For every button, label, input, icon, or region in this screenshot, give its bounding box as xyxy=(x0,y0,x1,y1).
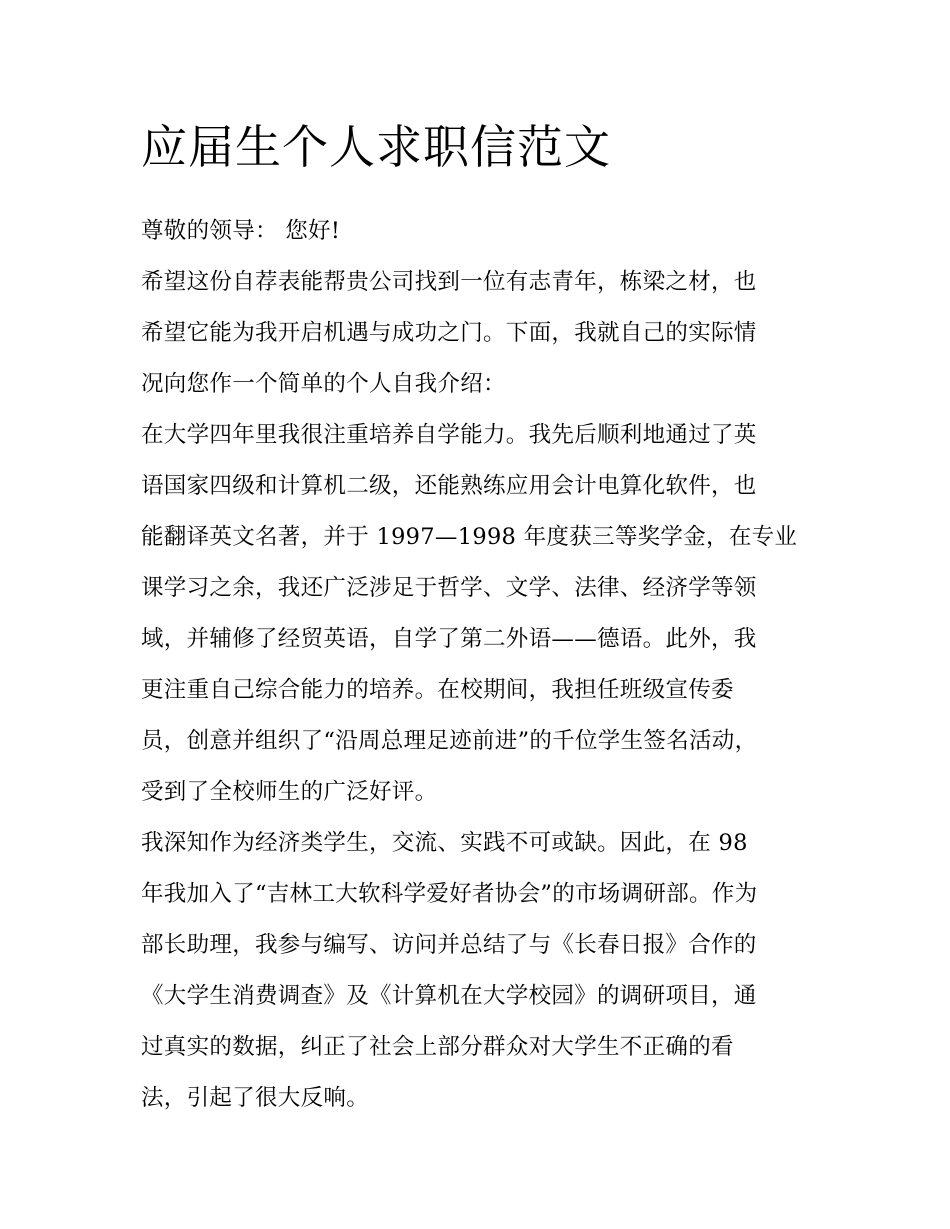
paragraph-study xyxy=(141,410,813,818)
paragraph-line: 域，并辅修了经贸英语，自学了第二外语——德语。此外，我 xyxy=(141,626,757,652)
paragraph-line: 在大学四年里我很注重培养自学能力。我先后顺利地通过了英 xyxy=(141,422,757,448)
paragraph-line: 希望这份自荐表能帮贵公司找到一位有志青年，栋梁之材，也 xyxy=(141,269,757,295)
paragraph-line: 《大学生消费调查》及《计算机在大学校园》的调研项目，通 xyxy=(141,983,757,1009)
paragraph-line: 受到了全校师生的广泛好评。 xyxy=(141,779,438,805)
paragraph-line: 法，引起了很大反响。 xyxy=(141,1085,370,1111)
paragraph-line: 语国家四级和计算机二级，还能熟练应用会计电算化软件，也 xyxy=(141,473,757,499)
paragraph-line: 能翻译英文名著，并于 1997—1998 年度获三等奖学金，在专业 xyxy=(141,524,798,550)
paragraph-line: 部长助理，我参与编写、访问并总结了与《长春日报》合作的 xyxy=(141,932,757,958)
paragraph-line: 年我加入了“吉林工大软科学爱好者协会”的市场调研部。作为 xyxy=(141,881,758,907)
paragraph-line: 课学习之余，我还广泛涉足于哲学、文学、法律、经济学等领 xyxy=(141,575,757,601)
paragraph-practice xyxy=(141,818,813,1124)
paragraph-line: 过真实的数据，纠正了社会上部分群众对大学生不正确的看 xyxy=(141,1034,734,1060)
paragraph-intro xyxy=(141,257,813,410)
salutation: 尊敬的领导： 您好! xyxy=(141,218,341,244)
paragraph-line: 员，创意并组织了“沿周总理足迹前进”的千位学生签名活动， xyxy=(141,728,758,754)
paragraph-line: 况向您作一个简单的个人自我介绍： xyxy=(141,371,506,397)
document-body xyxy=(141,112,813,1124)
paragraph-line: 希望它能为我开启机遇与成功之门。下面，我就自己的实际情 xyxy=(141,320,757,346)
paragraph-line: 更注重自己综合能力的培养。在校期间，我担任班级宣传委 xyxy=(141,677,734,703)
page-title: 应届生个人求职信范文 xyxy=(141,120,611,174)
paragraph-line: 我深知作为经济类学生，交流、实践不可或缺。因此，在 98 xyxy=(141,830,748,856)
